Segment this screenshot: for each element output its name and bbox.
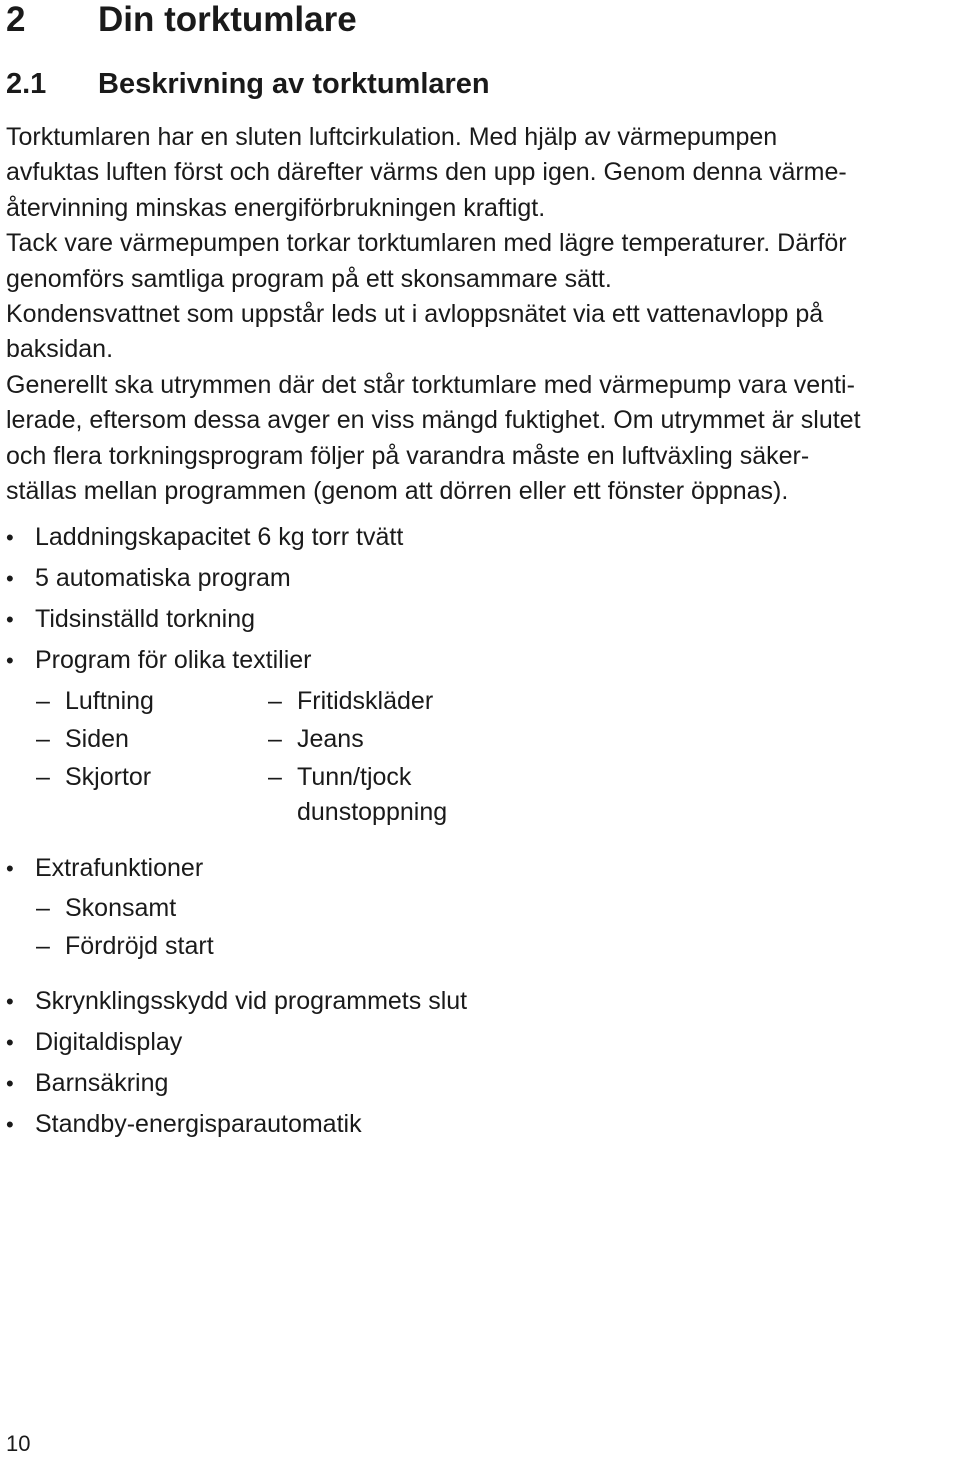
paragraph-line: Tack vare värmepumpen torkar torktumlaren med lägre temperaturer. Därför xyxy=(6,229,847,258)
dash-icon: – xyxy=(36,763,50,791)
list-item-label: Program för olika textilier xyxy=(35,646,312,674)
paragraph-line: baksidan. xyxy=(6,335,114,364)
bullet-icon: • xyxy=(6,1030,14,1055)
chapter-title xyxy=(6,0,357,40)
chapter-title-text: Din torktumlare xyxy=(98,0,357,39)
list-item xyxy=(6,602,255,637)
list-item xyxy=(6,520,403,555)
list-item-label: 5 automatiska program xyxy=(35,564,291,592)
sub-list-item xyxy=(268,722,364,756)
dash-icon: – xyxy=(268,687,282,715)
sub-list-item xyxy=(36,684,154,718)
dash-icon: – xyxy=(36,932,50,960)
sub-list-item xyxy=(268,760,411,794)
list-item xyxy=(6,851,203,886)
paragraph-line: genomförs samtliga program på ett skonsammare sätt. xyxy=(6,264,612,293)
list-item-label: Skrynklingsskydd vid programmets slut xyxy=(35,987,468,1015)
page-number: 10 xyxy=(6,1431,31,1456)
section-title xyxy=(6,66,490,102)
chapter-number: 2 xyxy=(6,0,26,39)
bullet-icon: • xyxy=(6,989,14,1014)
paragraph-line: och flera torkningsprogram följer på varandra måste en luftväxling säker- xyxy=(6,441,810,470)
bullet-icon: • xyxy=(6,856,14,881)
sub-list-item-label: Jeans xyxy=(297,725,364,753)
list-item-label: Standby-energisparautomatik xyxy=(35,1110,362,1138)
sub-list-item xyxy=(36,891,176,925)
bullet-icon: • xyxy=(6,1112,14,1137)
sub-list-item xyxy=(268,684,433,718)
paragraph-line: Generellt ska utrymmen där det står torktumlare med värmepump vara venti- xyxy=(6,370,855,399)
sub-list-item-label: Siden xyxy=(65,725,129,753)
list-item xyxy=(6,1107,362,1142)
section-title-text: Beskrivning av torktumlaren xyxy=(98,68,490,100)
list-item xyxy=(6,643,311,678)
dash-icon: – xyxy=(268,725,282,753)
sub-list-item xyxy=(36,760,151,794)
list-item-label: Extrafunktioner xyxy=(35,854,204,882)
paragraph-line: Torktumlaren har en sluten luftcirkulation. Med hjälp av värmepumpen xyxy=(6,123,778,151)
list-item-label: Digitaldisplay xyxy=(35,1028,183,1056)
sub-list-item-label: Skonsamt xyxy=(65,894,177,922)
sub-list-item-label: Tunn/tjock xyxy=(297,763,412,791)
bullet-icon: • xyxy=(6,1071,14,1096)
list-item xyxy=(6,561,291,596)
bullet-icon: • xyxy=(6,607,14,632)
dash-icon: – xyxy=(36,725,50,753)
dash-icon: – xyxy=(268,763,282,791)
list-item-label: Barnsäkring xyxy=(35,1069,169,1097)
sub-list-item-label: Skjortor xyxy=(65,763,152,791)
description-paragraph xyxy=(6,120,956,509)
bullet-icon: • xyxy=(6,648,14,673)
paragraph-line: lerade, eftersom dessa avger en viss mängd fuktighet. Om utrymmet är slutet xyxy=(6,406,861,435)
paragraph-line: Kondensvattnet som uppstår leds ut i avloppsnätet via ett vattenavlopp på xyxy=(6,300,824,329)
paragraph-line: ställas mellan programmen (genom att dörren eller ett fönster öppnas). xyxy=(6,477,789,506)
dash-icon: – xyxy=(36,687,50,715)
paragraph-line: avfuktas luften först och därefter värms den upp igen. Genom denna värme- xyxy=(6,158,847,187)
sub-list-item-continuation: dunstoppning xyxy=(297,798,448,826)
sub-list-item xyxy=(36,722,129,756)
sub-list-item-label: Fritidskläder xyxy=(297,687,434,715)
sub-list-item-label: Fördröjd start xyxy=(65,932,214,960)
bullet-icon: • xyxy=(6,525,14,550)
list-item xyxy=(6,1066,168,1101)
list-item xyxy=(6,984,467,1019)
paragraph-line: återvinning minskas energiförbrukningen kraftigt. xyxy=(6,193,546,222)
dash-icon: – xyxy=(36,894,50,922)
section-number: 2.1 xyxy=(6,68,47,100)
bullet-icon: • xyxy=(6,566,14,591)
sub-list-item-label: Luftning xyxy=(65,687,154,715)
list-item xyxy=(6,1025,182,1060)
list-item-label: Laddningskapacitet 6 kg torr tvätt xyxy=(35,523,404,551)
list-item-label: Tidsinställd torkning xyxy=(35,605,256,633)
sub-list-item xyxy=(36,929,214,963)
